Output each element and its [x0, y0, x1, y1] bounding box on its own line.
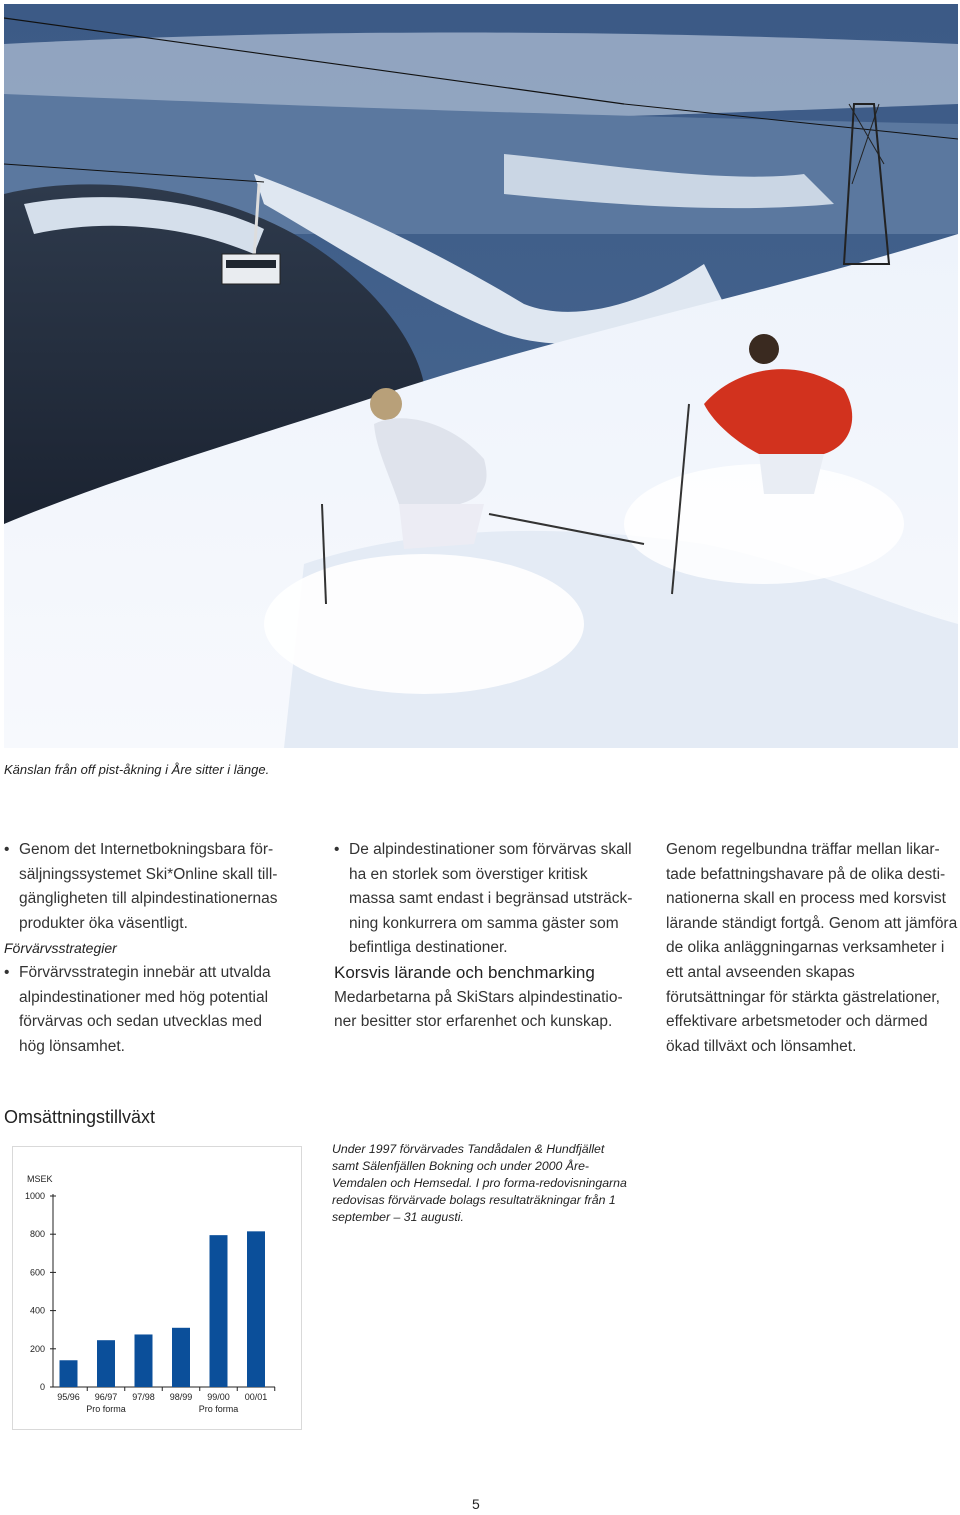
x-sub-label: Pro forma	[198, 1404, 239, 1414]
column-3	[666, 838, 958, 1059]
x-tick-label: 97/98	[132, 1392, 155, 1402]
paragraph-employees: Medarbetarna på SkiStars alpindestinatio-ner besitter stor erfarenhet och kunskap.	[334, 988, 623, 1031]
y-tick-label: 600	[29, 1267, 45, 1278]
bar-95-96	[60, 1360, 78, 1387]
y-axis-label: MSEK	[27, 1174, 53, 1184]
y-tick-label: 200	[29, 1343, 45, 1354]
x-tick-label: 99/00	[207, 1392, 230, 1402]
bar-97-98	[135, 1334, 153, 1387]
x-sub-label: Pro forma	[86, 1404, 126, 1414]
revenue-chart	[12, 1146, 302, 1430]
bar-98-99	[172, 1328, 190, 1387]
heading-benchmarking: Korsvis lärande och benchmarking	[334, 962, 595, 982]
column-1	[4, 838, 289, 1059]
y-tick-label: 1000	[24, 1191, 45, 1201]
bullet-acquisition-strategy: • Förvärvsstrategin innebär att utvalda alpindestinationer med hög potential förvärvas och sedan utvecklas med hög lönsamhet.	[4, 961, 289, 1059]
chart-canvas	[13, 1147, 301, 1429]
subhead-acquisition-strategies: Förvärvsstrategier	[4, 940, 117, 957]
bullet-destinations: • De alpindestinationer som förvärvas skall ha en storlek som överstiger kritisk massa samt endast i begränsad utsträck-ning konkurrera om samma gäster som befintliga destinationer.	[334, 838, 634, 961]
x-tick-label: 95/96	[57, 1392, 80, 1402]
bullet-ski-online: • Genom det Internetbokningsbara för-säljningssystemet Ski*Online skall till-gängligheten till alpindestinationernas produkter öka väsentligt.	[4, 838, 289, 936]
bar-00-01	[247, 1231, 265, 1387]
x-tick-label: 00/01	[244, 1392, 268, 1402]
bar-96-97	[97, 1340, 115, 1387]
x-tick-label: 98/99	[169, 1392, 193, 1402]
x-tick-label: 96/97	[94, 1392, 118, 1402]
paragraph-cross-learning: Genom regelbundna träffar mellan likar-tade befattningshavare på de olika desti-nationerna skall en process med korsvist lärande ständigt fortgå. Genom att jämföra de olika anläggningarnas verksamheter i ett antal avseenden skapas förutsättningar för stärkta gästrelationer, effektivare arbetsmetoder och därmed ökad tillväxt och lönsamhet.	[666, 841, 958, 1055]
column-2	[334, 838, 634, 1035]
bar-99-00	[210, 1235, 228, 1387]
chart-note: Under 1997 förvärvades Tandådalen & Hundfjället samt Sälenfjällen Bokning och under 2000 Åre-Vemdalen och Hemsedal. I pro forma-redovisningarna redovisas förvärvade bolags resultaträkningar från 1 september – 31 augusti.	[332, 1142, 627, 1224]
page-number: 5	[472, 1496, 480, 1512]
y-tick-label: 800	[29, 1229, 45, 1240]
ski-photo	[4, 4, 958, 748]
y-tick-label: 0	[39, 1382, 45, 1392]
chart-title: Omsättningstillväxt	[4, 1107, 156, 1127]
photo-caption: Känslan från off pist-åkning i Åre sitter i länge.	[4, 762, 270, 777]
y-tick-label: 400	[29, 1305, 45, 1316]
